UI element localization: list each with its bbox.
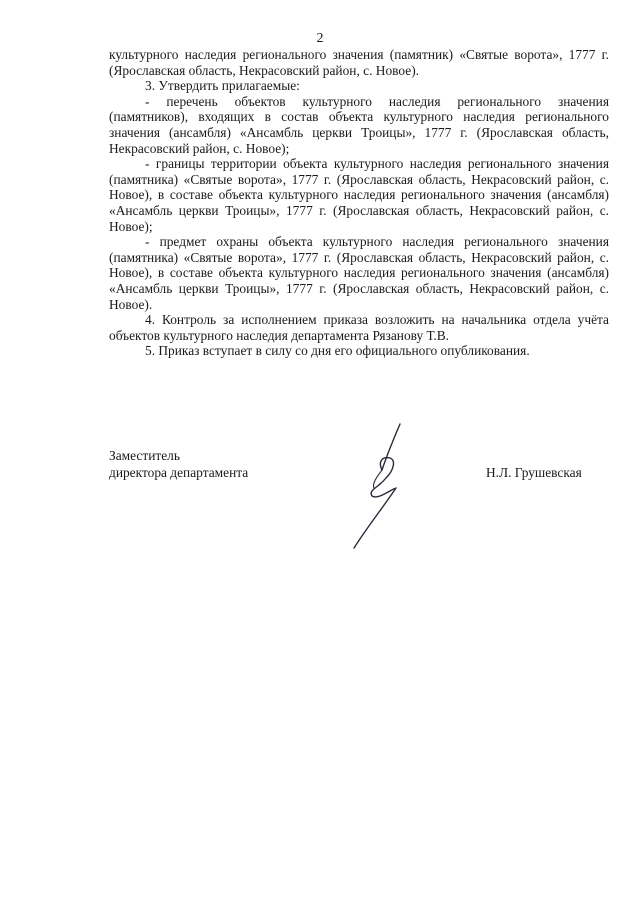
signatory-title	[109, 447, 248, 481]
paragraph-continuation: культурного наследия регионального значения (памятник) «Святые ворота», 1777 г. (Ярославская область, Некрасовский район, с. Новое).	[109, 47, 609, 78]
paragraph-item-3: 3. Утвердить прилагаемые:	[145, 78, 300, 94]
signatory-title-line-1: Заместитель	[109, 448, 180, 463]
paragraph-list-boundaries: - границы территории объекта культурного наследия регионального значения (памятника) «Святые ворота», 1777 г. (Ярославская область, Некрасовский район, с. Новое), в составе объекта культурного наследия регионального значения (ансамбля) «Ансамбль церкви Троицы», 1777 г. (Ярославская область, Некрасовский район, с. Новое);	[109, 156, 609, 234]
paragraph-list-monuments: - перечень объектов культурного наследия регионального значения (памятников), входящих в состав объекта культурного наследия регионального значения (ансамбля) «Ансамбль церкви Троицы», 1777 г. (Ярославская область, Некрасовский район, с. Новое);	[109, 93, 609, 156]
page-number: 2	[316, 31, 324, 46]
paragraph-item-4: 4. Контроль за исполнением приказа возложить на начальника отдела учёта объектов культурного наследия департамента Рязанову Т.В.	[109, 312, 609, 343]
signatory-name: Н.Л. Грушевская	[486, 465, 582, 480]
signatory-title-line-2: директора департамента	[109, 465, 249, 480]
paragraph-list-protection-subject: - предмет охраны объекта культурного наследия регионального значения (памятника) «Святые ворота», 1777 г. (Ярославская область, Некрасовский район, с. Новое), в составе объекта культурного наследия регионального значения (ансамбля) «Ансамбль церкви Троицы», 1777 г. (Ярославская область, Некрасовский район, с. Новое).	[109, 234, 609, 312]
handwritten-signature	[338, 418, 418, 553]
document-body	[109, 47, 609, 359]
paragraph-item-5: 5. Приказ вступает в силу со дня его официального опубликования.	[145, 343, 530, 359]
